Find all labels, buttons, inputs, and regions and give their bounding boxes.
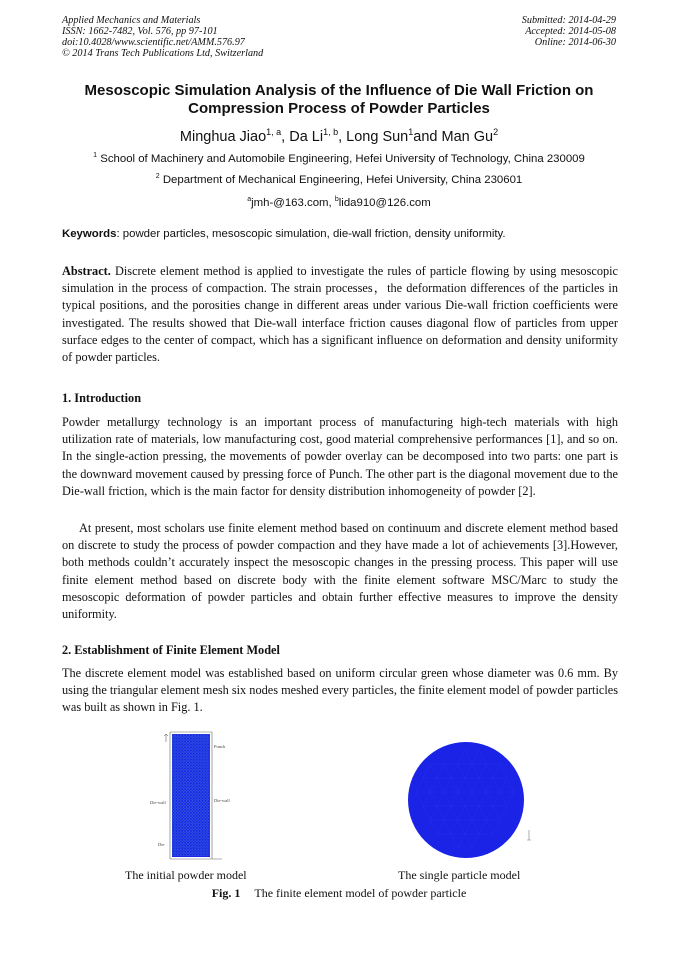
section-1-paragraph-2-text: At present, most scholars use finite element method based on continuum and discrete element method based on discrete to study the process of powder compaction and they have made a lot of achievements [3].However, both methods couldn’t accurately inspect the mesoscopic changes in the pressing process. This paper will use finite element method based on discrete body with the finite element software MSC/Marc to study the mesoscopic deformation of powder particles and obtain further effective measures to improve the density uniformity. [62,521,618,622]
author-1: Minghua Jiao [179,128,267,145]
affiliation-1 [40,149,638,166]
journal-header [62,15,616,59]
author-1-sup: 1, a [266,127,282,137]
email-a-sup: a [247,196,252,203]
section-1-heading: 1. Introduction [62,391,142,405]
author-emails [40,193,638,210]
figure-1-title: The finite element model of powder particle [254,886,467,900]
section-2-heading: 2. Establishment of Finite Element Model [62,643,280,657]
die-wall-left-label: Die-wall [150,800,166,805]
die-wall-label: Die-wall [214,798,230,803]
keywords-text: : powder particles, mesoscopic simulation, die-wall friction, density uniformity. [116,228,506,240]
author-2: Da Li [289,128,324,145]
affiliation-1-sup: 1 [93,152,98,159]
figure-1-caption [0,886,678,901]
author-3: Long Sun [346,128,409,145]
journal-info [62,15,263,59]
abstract [62,263,618,366]
die-label: Die [158,842,165,847]
coordinate-axis-icon [527,830,531,840]
affiliation-2 [40,170,638,187]
section-1-paragraph-2 [62,520,618,623]
email-b-sup: b [334,196,339,203]
affiliation-2-sup: 2 [155,173,160,180]
submission-dates [522,15,616,48]
particle-circle [408,742,524,858]
section-2-paragraph-1: The discrete element model was established based on uniform circular green whose diameter was 0.6 mm. By using the triangular element mesh six nodes meshed every particles, the finite element model of powder particles was built as shown in Fig. 1. [62,666,618,715]
title-line-1: Mesoscopic Simulation Analysis of the Influence of Die Wall Friction on [84,82,594,99]
single-particle-model [408,742,531,858]
email-a[interactable]: jmh-@163.com, [251,196,335,209]
author-4-sup: 2 [493,127,499,137]
author-sep: , [281,128,290,145]
journal-issn: ISSN: 1662-7482, Vol. 576, pp 97-101 [62,26,218,37]
author-list [40,123,638,146]
author-2-sup: 1, b [323,127,339,137]
author-sep: and [413,128,442,145]
abstract-label: Abstract. [62,264,111,278]
accepted-date: Accepted: 2014-05-08 [525,26,616,37]
figure-1-images [62,728,618,868]
initial-powder-model [150,732,230,859]
subcaption-initial-model: The initial powder model [125,868,247,882]
keywords [62,227,618,241]
punch-label: Punch [214,744,226,749]
journal-name: Applied Mechanics and Materials [62,15,201,26]
author-sep: , [338,128,347,145]
submitted-date: Submitted: 2014-04-29 [521,15,616,26]
figure-1-label: Fig. 1 [211,886,241,900]
author-4: Man Gu [441,128,494,145]
subcaption-single-particle: The single particle model [398,868,521,882]
email-b[interactable]: lida910@126.com [338,196,431,209]
abstract-text: Discrete element method is applied to investigate the rules of particle flowing by using mesoscopic simulation in the process of compaction. The strain processes，the deformation differences of the particles in typical positions, and the porosities change in different areas under various Die-wall friction coefficients were investigated. The results showed that Die-wall interface friction causes diagonal flow of particles from upper surface edges to the center of compact, which has a significant influence on deformation and density uniformity of powder particles. [62,264,618,365]
online-date: Online: 2014-06-30 [534,37,616,48]
affiliation-2-text: Department of Mechanical Engineering, Hefei University, China 230601 [159,173,523,186]
journal-doi: doi:10.4028/www.scientific.net/AMM.576.97 [62,37,245,48]
author-3-sup: 1 [408,127,414,137]
affiliation-1-text: School of Machinery and Automobile Engineering, Hefei University of Technology, China 230009 [97,152,585,165]
keywords-label: Keywords [62,228,117,240]
axis-arrow-icon [164,734,168,742]
title-line-2: Compression Process of Powder Particles [188,100,490,117]
section-1-paragraph-1: Powder metallurgy technology is an important process of manufacturing high-tech materials with high utilization rate of materials, low manufacturing cost, good material comprehensive performances [1], and so on. In the single-action pressing, the movements of powder overlay can be decomposed into two parts: one part is the downward movement caused by pressing force of Punch. The other part is the diagonal movement due to the Die-wall friction, which is the main factor for density distribution inhomogeneity of powder [2]. [62,415,618,498]
paper-title [40,82,638,118]
journal-copyright: © 2014 Trans Tech Publications Ltd, Switzerland [62,48,264,59]
